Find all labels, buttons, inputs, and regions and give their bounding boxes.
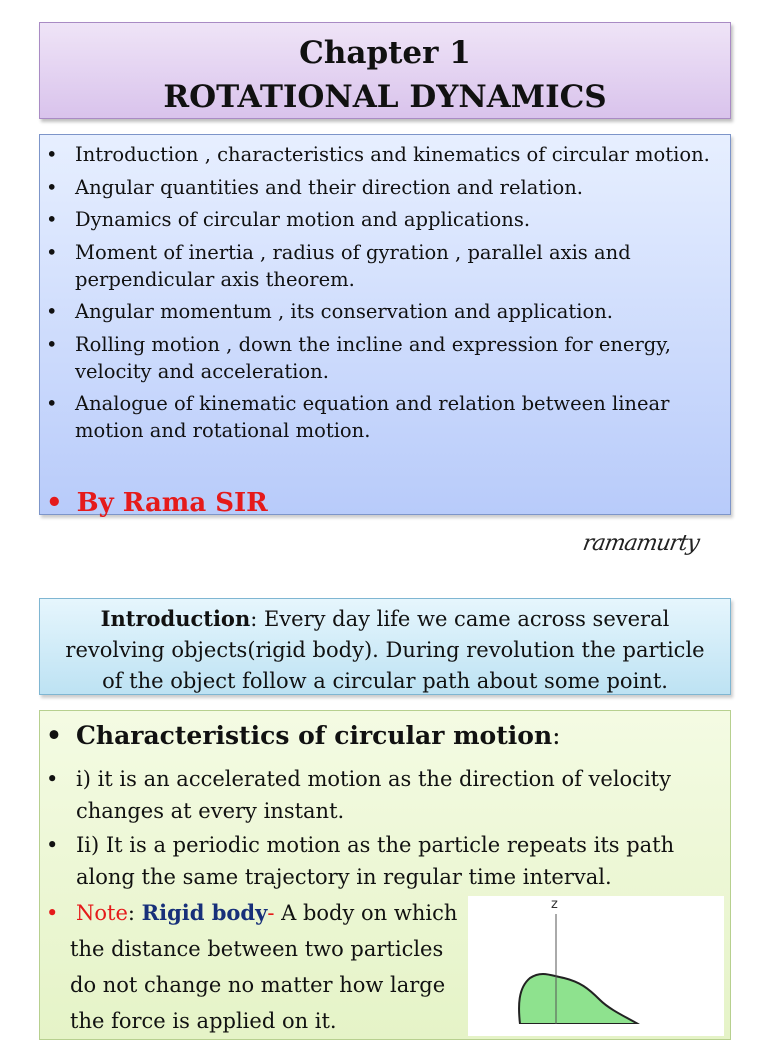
rigid-body-note <box>46 895 466 1039</box>
bullet-icon: • <box>46 833 59 857</box>
topic-text: Angular momentum , its conservation and application. <box>75 300 613 323</box>
characteristic-item-1 <box>46 763 716 827</box>
topics-list <box>40 141 730 450</box>
note-colon: : <box>127 901 142 925</box>
note-line-1 <box>46 895 466 931</box>
author-name: By Rama SIR <box>76 488 268 518</box>
topic-text: Angular quantities and their direction and relation. <box>75 175 583 199</box>
topic-text: Analogue of kinematic equation and relation between linear motion and rotational motion. <box>75 392 670 442</box>
rigid-body-figure <box>468 896 724 1036</box>
list-item <box>40 206 730 233</box>
bullet-icon: • <box>46 143 58 166</box>
list-item <box>40 239 730 293</box>
list-item <box>40 298 730 325</box>
characteristics-heading <box>46 721 561 750</box>
note-line-4: the force is applied on it. <box>70 1009 337 1033</box>
bullet-icon: • <box>46 721 62 750</box>
bullet-icon: • <box>46 332 58 356</box>
characteristic-item-2 <box>46 829 716 893</box>
introduction-text: : Every day life we came across several revolving objects(rigid body). During revolution the particle of the object follow a circular path about some point. <box>65 607 705 693</box>
bullet-icon: • <box>46 488 63 518</box>
list-item <box>40 331 730 385</box>
topics-box <box>39 134 731 518</box>
bullet-icon: • <box>46 240 58 264</box>
note-line-2: the distance between two particles <box>70 937 444 961</box>
list-item <box>40 174 730 201</box>
introduction-box <box>39 598 731 695</box>
bullet-icon: • <box>46 767 59 791</box>
list-item <box>40 141 730 168</box>
bullet-icon: • <box>46 208 58 231</box>
author-line <box>46 488 268 518</box>
heading-colon: : <box>552 721 561 750</box>
characteristic-text: i) it is an accelerated motion as the direction of velocity changes at every instant. <box>76 767 671 823</box>
topic-text: Introduction , characteristics and kinematics of circular motion. <box>75 143 710 166</box>
note-text: A body on which <box>281 901 458 925</box>
chapter-title-box <box>39 22 731 119</box>
characteristic-text: Ii) It is a periodic motion as the particle repeats its path along the same trajectory in regular time interval. <box>76 833 675 889</box>
topic-text: Dynamics of circular motion and applications. <box>75 208 531 231</box>
rigid-dash: - <box>267 901 282 925</box>
signature: ramamurty <box>580 531 701 556</box>
chapter-number: Chapter 1 <box>299 35 471 71</box>
bullet-icon: • <box>46 392 58 415</box>
topic-text: Moment of inertia , radius of gyration , parallel axis and perpendicular axis theorem. <box>75 240 631 291</box>
bullet-icon: • <box>46 300 58 323</box>
rigid-body-diagram <box>468 896 724 1024</box>
note-line-3: do not change no matter how large <box>70 973 446 997</box>
heading-text: Characteristics of circular motion <box>76 721 553 750</box>
rigid-body-shape <box>519 974 638 1024</box>
z-axis-label: z <box>551 897 558 912</box>
bullet-icon: • <box>46 901 59 925</box>
chapter-title: ROTATIONAL DYNAMICS <box>163 79 607 115</box>
note-label: Note <box>76 901 128 925</box>
topic-text: Rolling motion , down the incline and expression for energy, velocity and acceleration. <box>75 332 671 383</box>
list-item <box>40 390 730 444</box>
introduction-label: Introduction <box>100 606 251 631</box>
bullet-icon: • <box>46 175 58 199</box>
rigid-body-label: Rigid body <box>141 900 268 925</box>
